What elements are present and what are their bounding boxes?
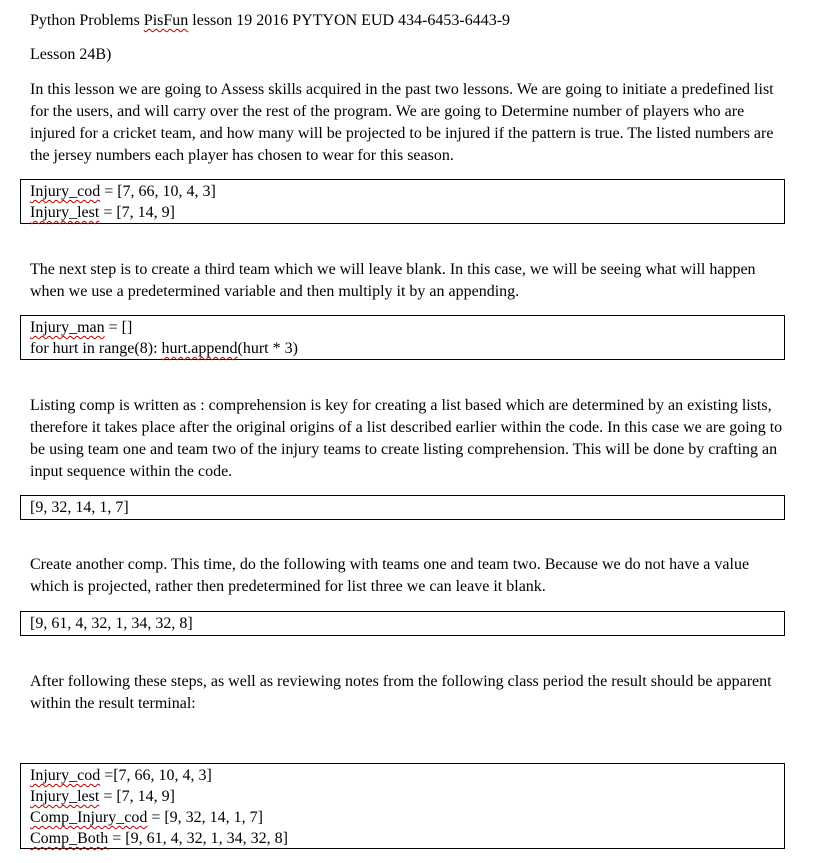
result-line-injury-cod: Injury_cod =[7, 66, 10, 4, 3]: [30, 767, 212, 784]
result-line-injury-lest: Injury_lest = [7, 14, 9]: [30, 788, 176, 805]
code-box-lists: [20, 179, 785, 224]
code-line-comp-one: [9, 32, 14, 1, 7]: [30, 499, 129, 516]
lesson-title: Lesson 24B): [30, 46, 112, 63]
code-line-for-loop: for hurt in range(8): hurt.append(hurt * 3): [30, 340, 298, 357]
header-text-rest: lesson 19 2016 PYTYON EUD 434-6453-6443-9: [188, 12, 511, 29]
code-line-injury-lest: Injury_lest = [7, 14, 9]: [30, 204, 176, 221]
intro-paragraph: In this lesson we are going to Assess skills acquired in the past two lessons. We are going to initiate a predefined list for the users, and will carry over the rest of the program. We are going to Determine number of players who are injured for a cricket team, and how many will be projected to be injured if the pattern is true. The listed numbers are the jersey numbers each player has chosen to wear for this season.: [30, 81, 774, 164]
header-text: Python Problems: [30, 12, 144, 29]
paragraph-another-comp: Create another comp. This time, do the following with teams one and team two. Because we do not have a value which is projected, rather then predetermined for list three we can leave it blank.: [30, 556, 750, 595]
result-line-comp-injury-cod: Comp_Injury_cod = [9, 32, 14, 1, 7]: [30, 809, 264, 826]
result-terminal-box: [20, 763, 785, 849]
code-line-injury-man: Injury_man = []: [30, 319, 133, 336]
code-box-comp-two: [20, 611, 785, 636]
document-header: [30, 10, 790, 32]
code-box-comp-one: [20, 495, 785, 520]
paragraph-third-team: The next step is to create a third team which we will leave blank. In this case, we will be seeing what will happen when we use a predetermined variable and then multiply it by an appending.: [30, 261, 756, 300]
code-line-comp-two: [9, 61, 4, 32, 1, 34, 32, 8]: [30, 615, 193, 632]
code-line-injury-cod: Injury_cod = [7, 66, 10, 4, 3]: [30, 183, 216, 200]
result-line-comp-both: Comp_Both = [9, 61, 4, 32, 1, 34, 32, 8]: [30, 830, 288, 847]
code-box-append: [20, 315, 785, 360]
paragraph-result: After following these steps, as well as reviewing notes from the following class period the result should be apparent within the result terminal:: [30, 673, 772, 712]
header-misspelled-word: PisFun: [143, 12, 189, 29]
paragraph-listing-comp: Listing comp is written as : comprehension is key for creating a list based which are determined by an existing lists, therefore it takes place after the original origins of a list described earlier within the code. In this case we are going to be using team one and team two of the injury teams to create listing comprehension. This will be done by crafting an input sequence within the code.: [30, 397, 783, 480]
